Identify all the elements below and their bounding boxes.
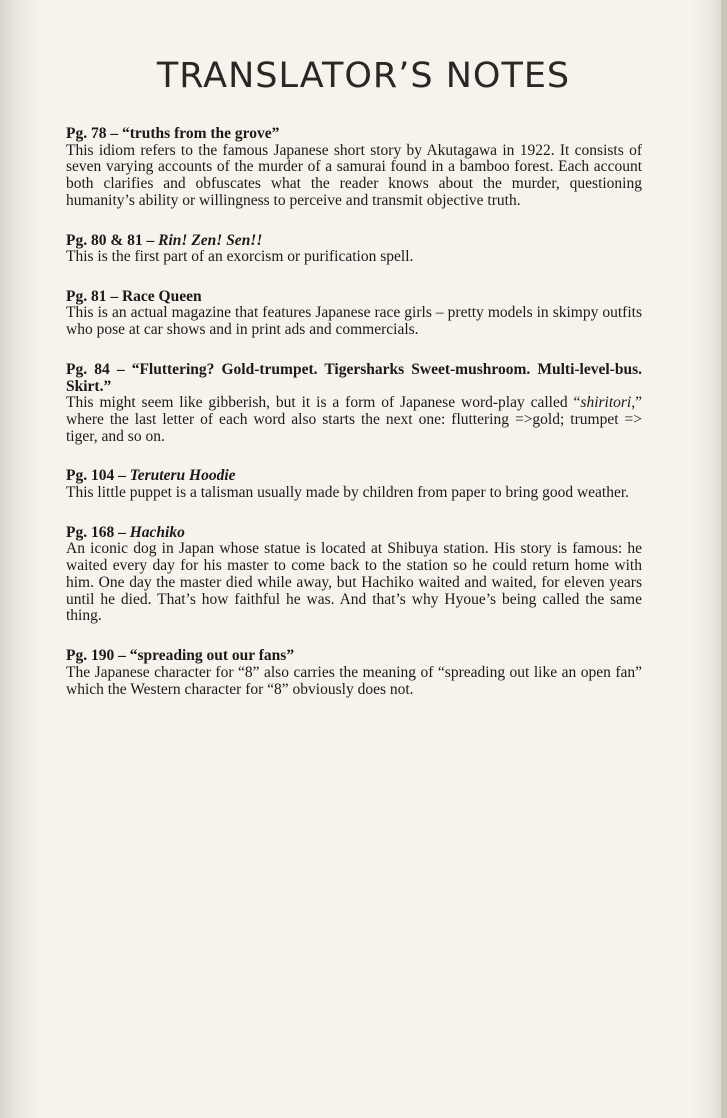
note-item xyxy=(66,525,642,625)
note-phrase: Race Queen xyxy=(121,287,202,305)
note-phrase: “Fluttering? Gold-trumpet. Tigersharks Sweet-mushroom. Multi-level-bus. Skirt.” xyxy=(66,361,642,395)
page-edge xyxy=(721,0,727,1118)
note-ref: Pg. 104 – xyxy=(66,467,130,485)
note-body xyxy=(66,395,642,445)
note-phrase: “spreading out our fans” xyxy=(129,647,295,665)
note-ref: Pg. 81 – xyxy=(66,287,122,305)
note-body-italic: shiritori xyxy=(580,394,632,412)
note-item xyxy=(66,126,642,210)
note-phrase: “truths from the grove” xyxy=(121,125,280,142)
note-heading xyxy=(66,648,642,665)
note-item xyxy=(66,289,642,339)
note-body-text: This might seem like gibberish, but it is a form of Japanese word-play called “ xyxy=(66,394,581,412)
note-item xyxy=(66,648,642,698)
note-phrase: Teruteru Hoodie xyxy=(129,467,236,485)
note-body: This idiom refers to the famous Japanese short story by Akutagawa in 1922. It consists of seven varying accounts of the murder of a samurai found in a bamboo forest. Each account both clarifies and obfuscates what the reader knows about the murder, questioning humanity’s ability or willingness to perceive and transmit objective truth. xyxy=(66,141,642,209)
note-body: This little puppet is a talisman usually made by children from paper to bring good weather. xyxy=(66,483,630,501)
note-item xyxy=(66,468,642,501)
note-phrase: Rin! Zen! Sen!! xyxy=(158,231,263,249)
note-body: The Japanese character for “8” also carries the meaning of “spreading out like an open fan” which the Western character for “8” obviously does not. xyxy=(66,663,642,698)
note-body: This is the first part of an exorcism or purification spell. xyxy=(66,248,414,266)
note-heading xyxy=(66,468,642,485)
note-heading xyxy=(66,362,642,395)
note-heading xyxy=(66,233,642,250)
note-ref: Pg. 168 – xyxy=(66,523,130,541)
note-ref: Pg. 84 – xyxy=(66,361,132,379)
note-ref: Pg. 78 – xyxy=(66,125,122,142)
note-heading xyxy=(66,126,642,143)
page-title: TRANSLATOR’S NOTES xyxy=(156,56,571,96)
note-ref: Pg. 80 & 81 – xyxy=(66,231,159,249)
note-item xyxy=(66,233,642,266)
note-heading xyxy=(66,525,642,542)
notes-list xyxy=(66,126,642,721)
note-body: An iconic dog in Japan whose statue is located at Shibuya station. His story is famous: he waited every day for his master to come back to the station so he could return home with him. One day the master died while away, but Hachiko waited and waited, for eleven years until he died. That’s how faithful he was. And that’s why Hyoue’s being called the same thing. xyxy=(66,540,642,625)
note-body: This is an actual magazine that features Japanese race girls – pretty models in skimpy outfits who pose at car shows and in print ads and commercials. xyxy=(66,304,642,339)
note-ref: Pg. 190 – xyxy=(66,647,130,665)
note-phrase: Hachiko xyxy=(129,523,185,541)
note-body-text: ,” where the last letter of each word also starts the next one: fluttering =>gold; trumpet => tiger, and so on. xyxy=(66,394,642,445)
note-item xyxy=(66,362,642,445)
note-heading xyxy=(66,289,642,306)
